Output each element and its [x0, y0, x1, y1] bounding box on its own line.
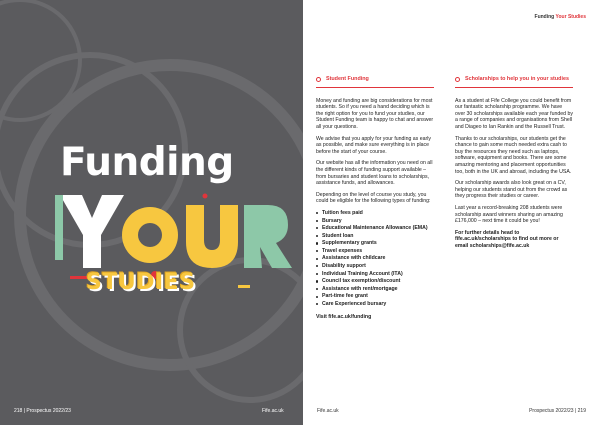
list-item: Travel expenses: [316, 248, 434, 255]
circle-bullet-icon: [455, 77, 460, 82]
running-head: [535, 14, 586, 20]
running-head-part2: Your Studies: [555, 14, 586, 20]
running-head-part1: Funding: [534, 14, 556, 20]
list-item: Supplementary grants: [316, 240, 434, 247]
circle-bullet-icon: [316, 77, 321, 82]
student-funding-heading: [316, 76, 434, 88]
funding-types-list: [316, 210, 434, 308]
list-item: Disability support: [316, 263, 434, 270]
scholarships-column: [455, 76, 573, 254]
list-item: Individual Training Account (ITA): [316, 271, 434, 278]
right-page: [303, 0, 600, 425]
list-item: Bursary: [316, 218, 434, 225]
paragraph: As a student at Fife College you could benefit from our fantastic scholarship programme. We have over 30 scholarships available each year funded by a range of companies and organisations from Shell and Diageo to Ian Rankin and the Russell Trust.: [455, 97, 573, 130]
visit-funding-link[interactable]: Visit fife.ac.uk/funding: [316, 313, 372, 320]
title-funding: Funding: [60, 140, 234, 185]
paragraph: Last year a record-breaking 208 students were scholarship award winners sharing an amazing £176,000 – next time it could be you!: [455, 204, 563, 225]
list-item: Tuition fees paid: [316, 210, 434, 217]
right-footer-site: Fife.ac.uk: [317, 408, 339, 414]
scholarships-heading: [455, 76, 573, 88]
paragraph: Our scholarship awards also look great on a CV, helping our students stand out from the crowd as they progress their studies or career.: [455, 180, 568, 200]
scholarships-heading-text: Scholarships to help you in your studies: [465, 76, 569, 82]
list-item: Assistance with childcare: [316, 255, 434, 262]
list-item: Care Experienced bursary: [316, 301, 434, 308]
scholarships-details-link[interactable]: For further details head to fife.ac.uk/scholarships to find out more or email scholarships@fife.ac.uk: [455, 229, 559, 249]
title-studies: STUDIES: [86, 270, 196, 295]
left-footer-site: Fife.ac.uk: [262, 408, 284, 414]
student-funding-column: [316, 76, 434, 325]
list-item: Student loan: [316, 233, 434, 240]
paragraph: Depending on the level of course you study, you could be eligible for the following types of funding:: [316, 191, 431, 205]
list-item: Assistance with rent/mortgage: [316, 286, 434, 293]
paragraph: Our website has all the information you need on all the different kinds of funding support available – from bursaries and student loans to scholarships, assistance funds, and allowances.: [316, 160, 433, 187]
paragraph: Thanks to our scholarships, our students get the chance to gain some much needed extra cash to buy the resources they need such as laptops, software, equipment and books. There are some amazing mentoring and placement opportunities too, both in the UK and abroad, including the USA.: [455, 135, 572, 175]
paragraph: Money and funding are big considerations for most students. So if you need a hand deciding which is the right option for you to fund your studies, our Student Funding team is happy to chat and answer all your questions.: [316, 97, 434, 130]
list-item: Educational Maintenance Allowance (EMA): [316, 225, 434, 232]
paragraph: We advise that you apply for your funding as early as possible, and make sure everything is in place before the start of your course.: [316, 135, 431, 155]
right-footer-page: Prospectus 2022/23 | 219: [529, 408, 586, 414]
list-item: Part-time fee grant: [316, 293, 434, 300]
left-footer-page: 218 | Prospectus 2022/23: [14, 408, 71, 414]
student-funding-heading-text: Student Funding: [326, 76, 369, 82]
list-item: Council tax exemption/discount: [316, 278, 434, 285]
